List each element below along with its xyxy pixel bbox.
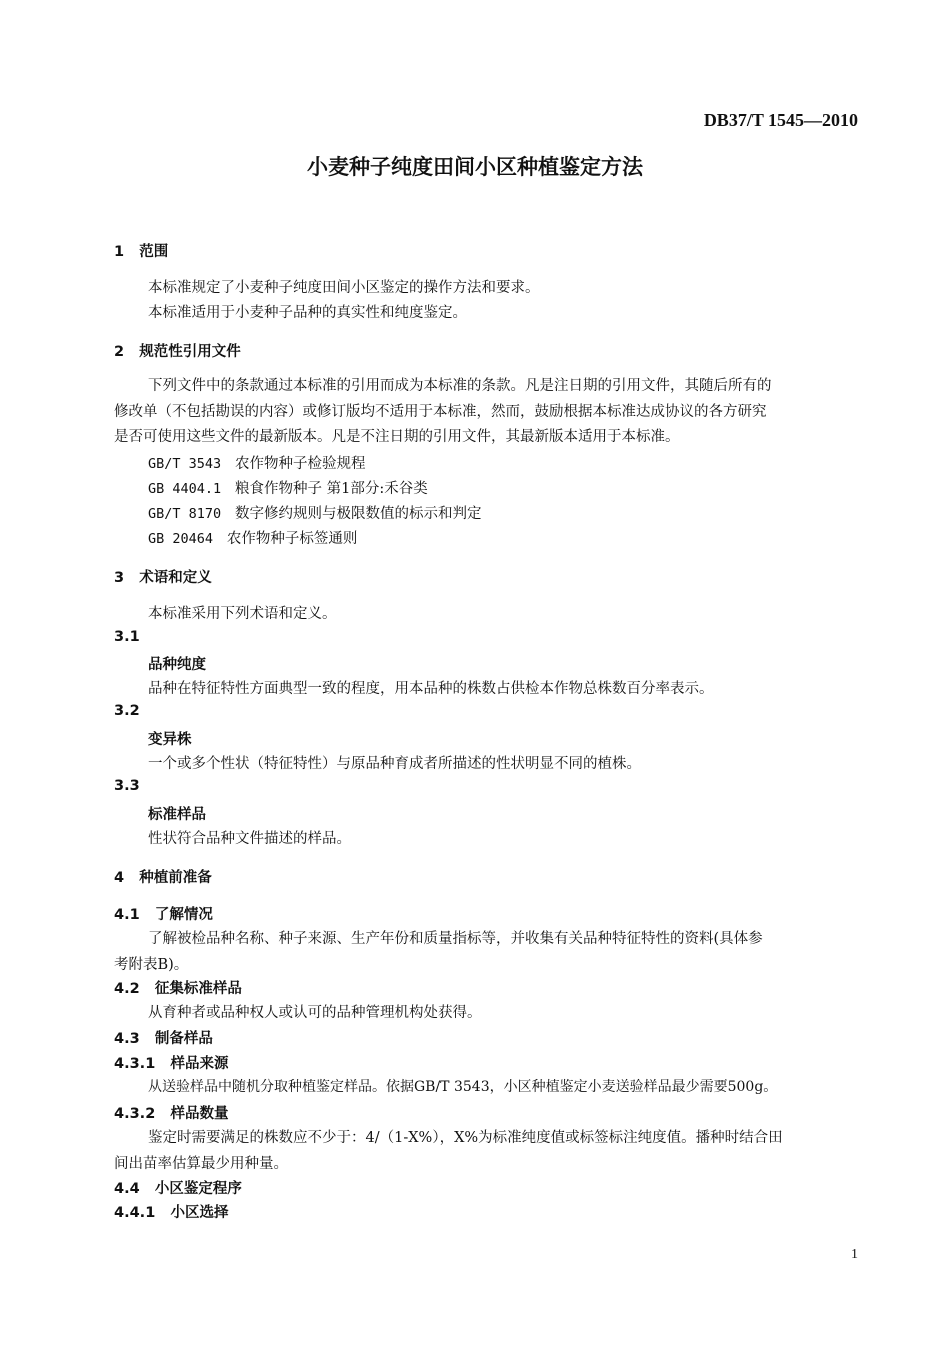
section-3-heading [114,566,212,587]
section-number: 1 [114,244,125,260]
section-1-heading [114,240,168,261]
subsection-number: 4.4 [114,1181,140,1197]
section-title: 范围 [139,244,169,260]
subsection-4-2-heading [114,977,242,998]
subsection-title: 样品数量 [170,1106,229,1122]
subsection-4-4-1-heading [114,1201,228,1222]
reference-name: 农作物种子检验规程 [234,456,366,472]
paragraph: 从送验样品中随机分取种植鉴定样品。依据GB/T 3543，小区种植鉴定小麦送验样品最少需要500g。 [148,1079,778,1095]
section-number: 2 [114,344,125,360]
term-name: 标准样品 [148,807,206,823]
paragraph-line: 修改单（不包括勘误的内容）或修订版均不适用于本标准，然而，鼓励根据本标准达成协议的各方研究 [114,403,767,420]
subsection-4-3-heading [114,1027,213,1048]
reference-item [148,502,481,523]
document-title: 小麦种子纯度田间小区种植鉴定方法 [307,155,643,179]
section-2-heading [114,340,241,361]
section-number: 3 [114,570,125,586]
reference-name: 数字修约规则与极限数值的标示和判定 [234,506,482,522]
paragraph: 本标准适用于小麦种子品种的真实性和纯度鉴定。 [148,305,467,321]
subsection-number: 4.4.1 [114,1205,156,1221]
paragraph-line: 考附表B)。 [114,956,189,973]
paragraph [114,1126,862,1177]
paragraph: 本标准采用下列术语和定义。 [148,606,337,622]
term-number: 3.2 [114,703,140,719]
section-title: 种植前准备 [139,870,212,886]
reference-item [148,477,428,498]
paragraph-line: 鉴定时需要满足的株数应不少于：4/（1-X%），X%为标准纯度值或标签标注纯度值。播种时结合田 [148,1130,783,1146]
reference-code: GB 4404.1 [148,481,222,497]
section-title: 术语和定义 [139,570,212,586]
subsection-title: 了解情况 [154,907,213,923]
section-title: 规范性引用文件 [139,344,241,360]
document-code: DB37/T 1545—2010 [703,110,858,130]
paragraph: 从育种者或品种权人或认可的品种管理机构处获得。 [148,1005,482,1021]
subsection-number: 4.2 [114,981,140,997]
reference-item [148,452,365,473]
section-number: 4 [114,870,125,886]
subsection-title: 制备样品 [154,1031,213,1047]
reference-code: GB/T 3543 [148,456,222,472]
subsection-title: 小区鉴定程序 [154,1181,242,1197]
paragraph [114,927,862,978]
paragraph-line: 间出苗率估算最少用种量。 [114,1155,288,1172]
term-name: 品种纯度 [148,657,206,673]
subsection-4-3-2-heading [114,1102,228,1123]
reference-item [148,527,357,548]
term-definition: 性状符合品种文件描述的样品。 [148,831,351,847]
reference-name: 粮食作物种子 第1部分:禾谷类 [234,481,428,497]
reference-code: GB 20464 [148,531,214,547]
paragraph: 本标准规定了小麦种子纯度田间小区鉴定的操作方法和要求。 [148,280,540,296]
term-definition: 品种在特征特性方面典型一致的程度，用本品种的株数占供检本作物总株数百分率表示。 [148,681,714,697]
subsection-number: 4.3 [114,1031,140,1047]
section-4-heading [114,866,212,887]
subsection-number: 4.3.2 [114,1106,156,1122]
subsection-title: 样品来源 [170,1056,229,1072]
page-number: 1 [851,1247,858,1262]
paragraph-line: 是否可使用这些文件的最新版本。凡是不注日期的引用文件，其最新版本适用于本标准。 [114,429,680,445]
subsection-4-1-heading [114,903,213,924]
term-definition: 一个或多个性状（特征特性）与原品种育成者所描述的性状明显不同的植株。 [148,756,641,772]
term-number: 3.1 [114,629,140,645]
subsection-4-4-heading [114,1177,242,1198]
subsection-title: 小区选择 [170,1205,229,1221]
term-number: 3.3 [114,778,140,794]
subsection-number: 4.3.1 [114,1056,156,1072]
paragraph-line: 下列文件中的条款通过本标准的引用而成为本标准的条款。凡是注日期的引用文件，其随后所有的 [148,378,772,394]
subsection-number: 4.1 [114,907,140,923]
subsection-title: 征集标准样品 [154,981,242,997]
reference-code: GB/T 8170 [148,506,222,522]
term-name: 变异株 [148,732,192,748]
reference-name: 农作物种子标签通则 [226,531,358,547]
paragraph [114,374,862,451]
subsection-4-3-1-heading [114,1052,228,1073]
paragraph-line: 了解被检品种名称、种子来源、生产年份和质量指标等，并收集有关品种特征特性的资料(具体参 [148,931,763,947]
